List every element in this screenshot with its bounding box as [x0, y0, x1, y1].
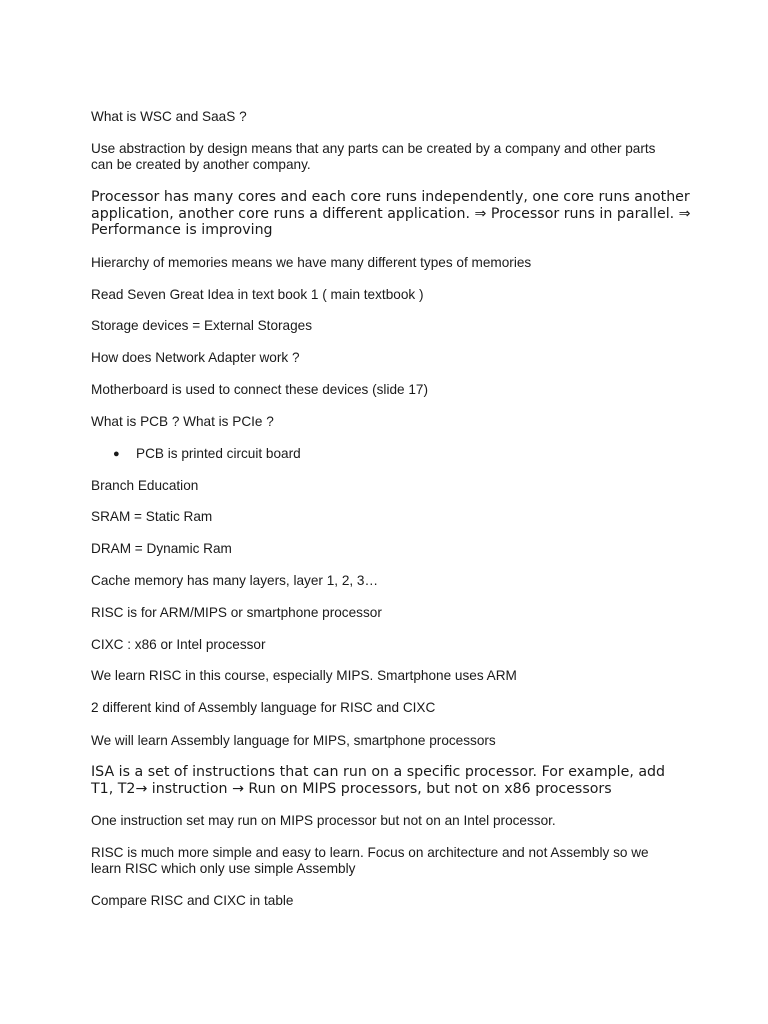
bullet-text: PCB is printed circuit board [136, 446, 301, 461]
paragraph-abstraction: Use abstraction by design means that any parts can be created by a company and other parts can be created by another company. [91, 141, 656, 172]
paragraph-risc-simple: RISC is much more simple and easy to learn. Focus on architecture and not Assembly so we learn RISC which only use simple Assembly [91, 845, 649, 876]
paragraph-wsc-saas: What is WSC and SaaS ? [91, 109, 247, 124]
paragraph-assembly-mips: We will learn Assembly language for MIPS, smartphone processors [91, 733, 496, 748]
paragraph-storage-devices: Storage devices = External Storages [91, 318, 313, 333]
paragraph-instruction-set: One instruction set may run on MIPS processor but not on an Intel processor. [91, 813, 556, 828]
paragraph-cixc-x86: CIXC : x86 or Intel processor [91, 637, 266, 652]
paragraph-dram: DRAM = Dynamic Ram [91, 541, 232, 556]
paragraph-compare-table: Compare RISC and CIXC in table [91, 893, 294, 908]
paragraph-pcb-pcie: What is PCB ? What is PCIe ? [91, 414, 274, 429]
paragraph-assembly-kinds: 2 different kind of Assembly language for RISC and CIXC [91, 700, 436, 715]
paragraph-sram: SRAM = Static Ram [91, 509, 213, 524]
paragraph-processor-cores: Processor has many cores and each core runs independently, one core runs another application, another core runs a different application. ⇒ Processor runs in parallel. ⇒ Performance is improving [91, 189, 691, 239]
paragraph-cache-memory: Cache memory has many layers, layer 1, 2, 3… [91, 573, 379, 588]
paragraph-isa: ISA is a set of instructions that can run on a specific processor. For example, add T1, T2→ instruction → Run on MIPS processors, but not on x86 processors [91, 764, 666, 797]
paragraph-risc-arm-mips: RISC is for ARM/MIPS or smartphone processor [91, 605, 382, 620]
paragraph-motherboard: Motherboard is used to connect these devices (slide 17) [91, 382, 429, 397]
paragraph-network-adapter: How does Network Adapter work ? [91, 350, 300, 365]
bullet-dot-icon: ● [113, 448, 120, 460]
paragraph-learn-risc: We learn RISC in this course, especially MIPS. Smartphone uses ARM [91, 668, 517, 683]
paragraph-seven-great-idea: Read Seven Great Idea in text book 1 ( main textbook ) [91, 287, 424, 302]
paragraph-memory-hierarchy: Hierarchy of memories means we have many different types of memories [91, 255, 532, 270]
paragraph-branch-education: Branch Education [91, 478, 199, 493]
